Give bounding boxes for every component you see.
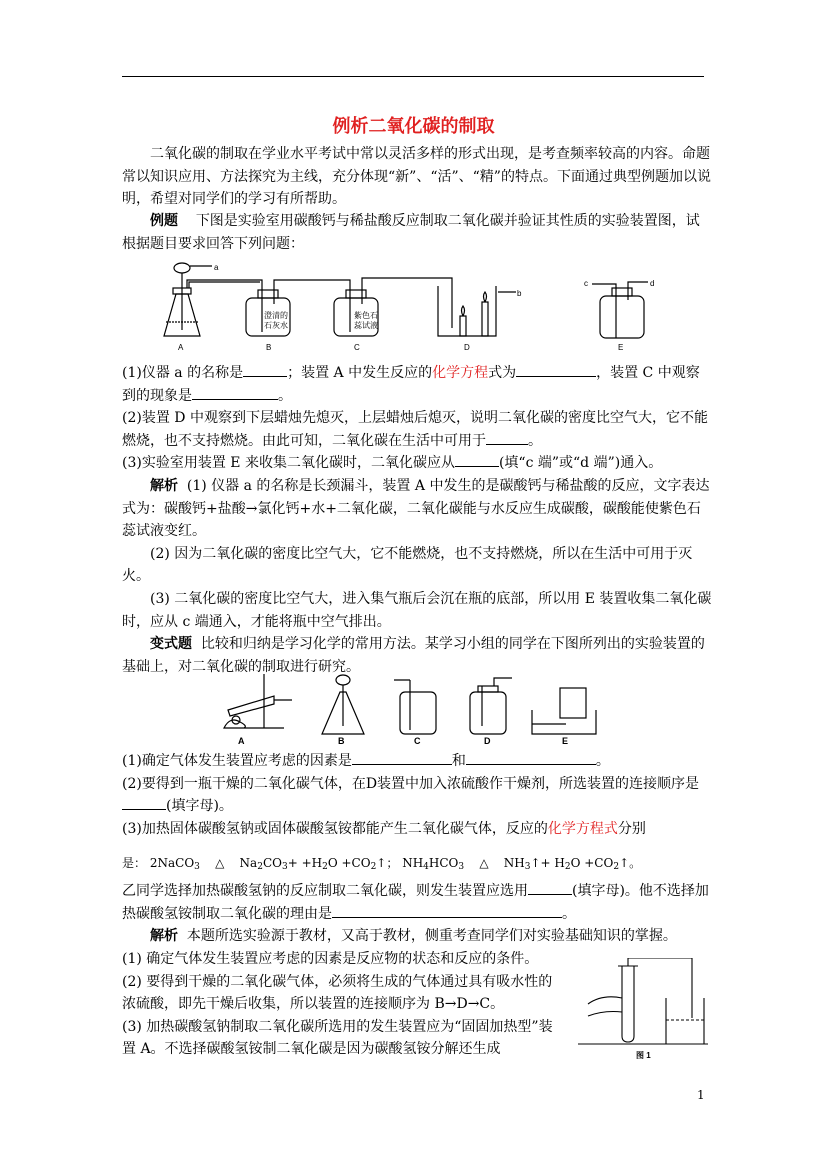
svg-text:A: A [238, 736, 245, 746]
svg-text:D: D [484, 736, 491, 746]
svg-text:蕊试液: 蕊试液 [354, 321, 378, 330]
variant-analysis: (1) 确定气体发生装置应考虑的因素是反应物的状态和反应的条件。 (2) 要得到干燥的二氧化碳气体，必须将生成的气体通过具有吸水性的浓硫酸，即先干燥后收集，所以装置的连接顺序为 B→D→C。 (3) 加热碳酸氢钠制取二氧化碳所选用的发生装置应为“固固加热型”装置 A。不选择碳酸氢铵制二氧化碳是因为碳酸氢铵分解还生成 [122, 951, 553, 1058]
svg-text:c: c [584, 279, 588, 288]
svg-text:C: C [354, 343, 360, 352]
example-label: 例题 [150, 213, 178, 229]
variant-questions: (1)确定气体发生装置应考虑的因素是 和 。 (2)要得到一瓶干燥的二氧化碳气体，在D装置中加入浓硫酸作干燥剂，所选装置的连接顺序是(填字母)。 (3)加热固体碳酸氢钠或固体碳酸氢铵都能产生二氧化碳气体，反应的化学方程式分别 [122, 750, 712, 840]
svg-text:D: D [464, 343, 470, 352]
svg-text:石灰水: 石灰水 [264, 321, 288, 330]
variant-questions-2: 乙同学选择加热碳酸氢钠的反应制取二氧化碳，则发生装置应选用 (填字母)。他不选择加热碳酸氢铵制取二氧化碳的理由是 。 解析 本题所选实验源于教材，又高于教材，侧重考查同学们对实验基础知识的掌握。 [122, 880, 712, 948]
intro-paragraph: 二氧化碳的制取在学业水平考试中常以灵活多样的形式出现，是考查频率较高的内容。命题常以知识应用、方法探究为主线，充分体现“新”、“活”、“精”的特点。下面通过典型例题加以说明，希望对同学们的学习有所帮助。 [122, 146, 711, 208]
chem-equation-link-2[interactable]: 化学方程式 [547, 820, 618, 837]
example-question: 例题 下图是实验室用碳酸钙与稀盐酸反应制取二氧化碳并验证其性质的实验装置图，试根据题目要求回答下列问题： [122, 213, 700, 252]
example-questions: (1)仪器 a 的名称是 ；装置 A 中发生反应的化学方程式为 ，装置 C 中观察到的现象是 。 (2)装置 D 中观察到下层蜡烛先熄灭，上层蜡烛后熄灭，说明二氧化碳的密度比空气大，它不能燃烧，也不支持燃烧。由此可知，二氧化碳在生活中可用于 。 (3)实验室用装置 E 来收集二氧化碳时，二氧化碳应从 (填“c 端”或“d 端”)通入。 解析 (1) 仪器 a 的名称是长颈漏斗，装置 A 中发生的是碳酸钙与稀盐酸的反应，文字表达式为：碳酸钙+盐酸→氯化钙+水+二氧化碳，二氧化碳能与水反应生成碳酸，碳酸能使紫色石蕊试液变红。 (2) 因为二氧化碳的密度比空气大，它不能燃烧，也不支持燃烧，所以在生活中可用于灭火。 (3) 二氧化碳的密度比空气大，进入集气瓶后会沉在瓶的底部，所以用 E 装置收集二氧化碳时，应从 c 端通入，才能将瓶中空气排出。 变式题 比较和归纳是学习化学的常用方法。某学习小组的同学在下图所列出的实验装置的基础上，对二氧化碳的制取进行研究。 [122, 362, 712, 678]
equations-line: 是： 2NaCO$_3$ △ $Na_2CO_3+ +H_2O$ $+CO_2↑$； $NH_4HCO_3$ △ $NH_3↑+ H_2O$ $+CO_2↑$。 [122, 856, 642, 872]
svg-text:A: A [178, 343, 184, 352]
example-apparatus-figure [160, 258, 660, 358]
svg-text:d: d [650, 279, 655, 288]
svg-text:图 1: 图 1 [636, 1051, 651, 1060]
variant-apparatus-figure [214, 666, 614, 746]
svg-text:澄清的: 澄清的 [264, 311, 288, 320]
svg-text:B: B [338, 736, 345, 746]
svg-text:C: C [414, 736, 421, 746]
page-title: 例析二氧化碳的制取 [332, 116, 495, 137]
svg-text:B: B [266, 343, 272, 352]
svg-text:E: E [562, 736, 569, 746]
header-rule [122, 76, 704, 77]
page-number: 1 [697, 1088, 705, 1102]
figure-1 [578, 958, 708, 1060]
svg-text:E: E [618, 343, 624, 352]
chem-equation-link[interactable]: 化学方程 [432, 365, 489, 381]
svg-text:紫色石: 紫色石 [354, 311, 378, 320]
svg-text:a: a [214, 263, 219, 272]
svg-text:b: b [517, 289, 522, 298]
